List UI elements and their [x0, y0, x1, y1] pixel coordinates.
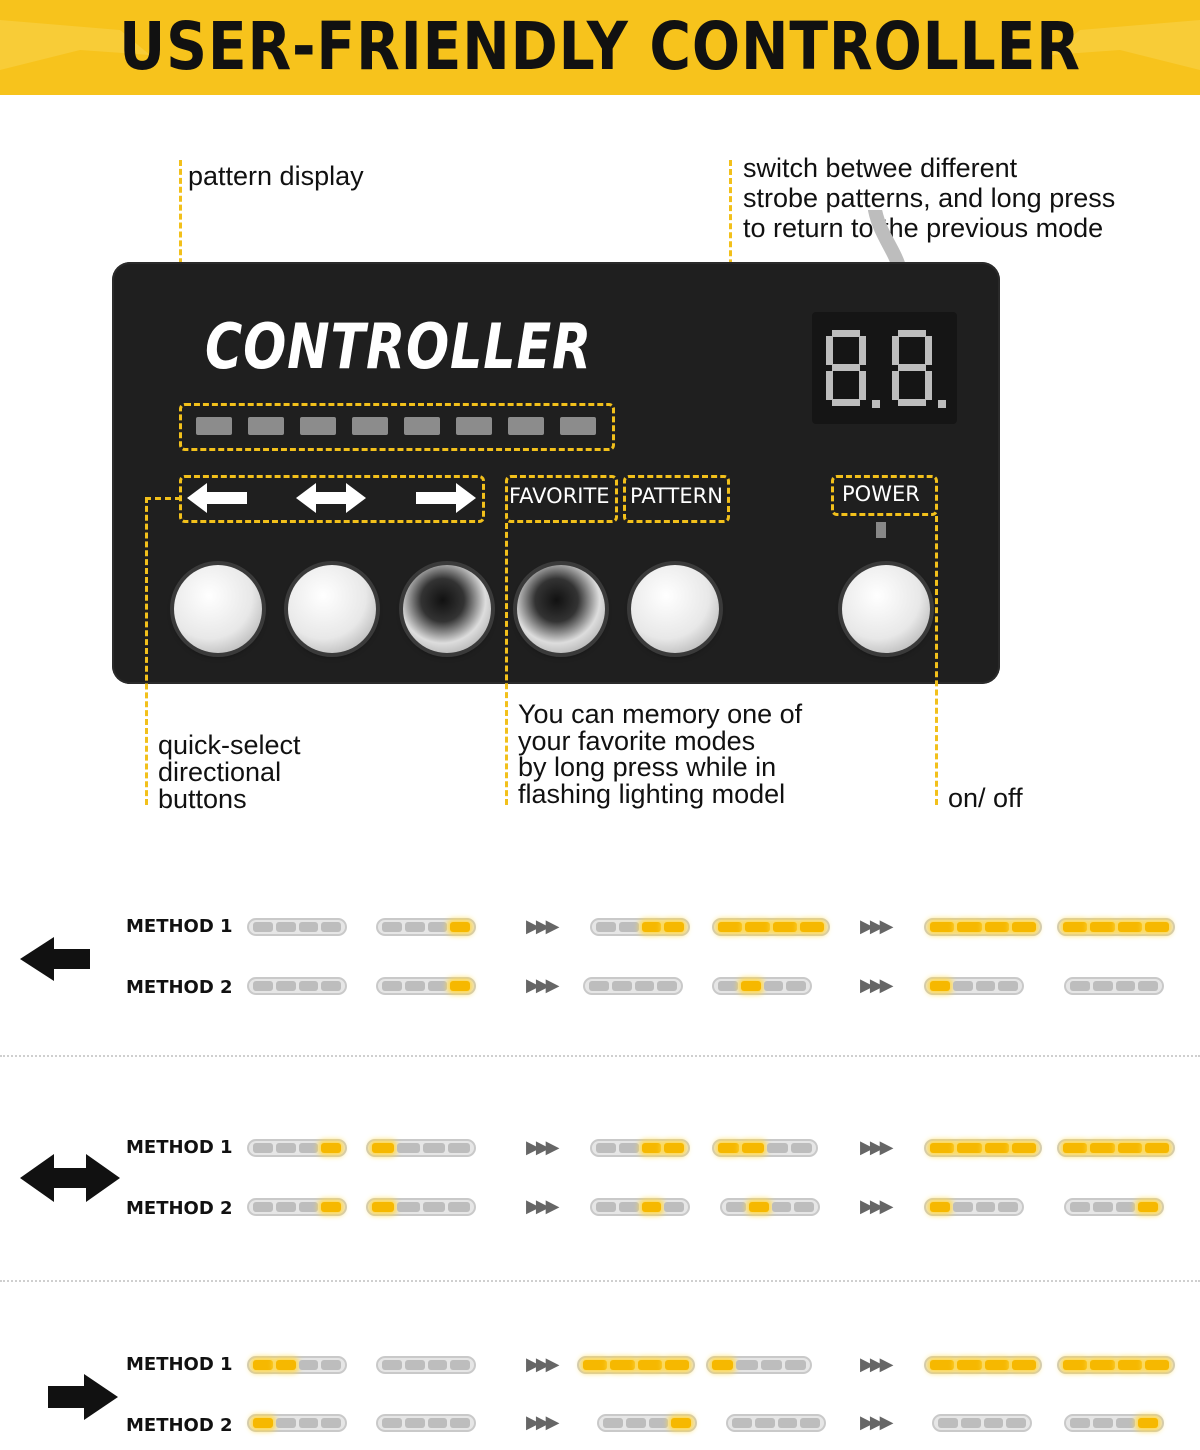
light-segment-off — [321, 981, 341, 991]
light-segment-on — [1063, 1360, 1087, 1370]
favorite-note-line3: by long press while in — [518, 752, 777, 782]
light-segment-off — [382, 1418, 402, 1428]
pattern-led — [404, 417, 440, 435]
light-segment-off — [1116, 1202, 1136, 1212]
light-segment-on — [1090, 1360, 1114, 1370]
light-segment-off — [448, 1202, 470, 1212]
arrow-both-icon — [18, 1152, 122, 1204]
light-segment-on — [664, 1143, 684, 1153]
light-bar — [924, 918, 1042, 936]
light-segment-on — [930, 1143, 954, 1153]
pattern-button[interactable] — [631, 565, 719, 653]
light-segment-off — [405, 981, 425, 991]
light-segment-on — [253, 1360, 273, 1370]
light-segment-off — [253, 1202, 273, 1212]
segment-digit — [824, 328, 868, 408]
light-segment-on — [1138, 1202, 1158, 1212]
light-segment-off — [603, 1418, 623, 1428]
light-segment-off — [405, 1360, 425, 1370]
sequence-arrow-icon: ▶▶▶ — [860, 916, 890, 937]
decimal-point — [872, 400, 880, 408]
light-bar — [376, 1356, 476, 1374]
light-segment-off — [276, 1143, 296, 1153]
light-segment-on — [1118, 1143, 1142, 1153]
favorite-note-line4: flashing lighting model — [518, 779, 786, 809]
light-segment-off — [423, 1143, 445, 1153]
light-bar — [376, 918, 476, 936]
light-segment-off — [299, 1202, 319, 1212]
light-segment-on — [1145, 922, 1169, 932]
sequence-arrow-icon: ▶▶▶ — [526, 1354, 556, 1375]
quick-select-leader-h — [145, 497, 181, 500]
pattern-display-label: pattern display — [188, 161, 364, 191]
light-bar — [726, 1414, 826, 1432]
power-note: on/ off — [948, 783, 1023, 813]
method-label: METHOD 2 — [126, 977, 233, 998]
pattern-led — [300, 417, 336, 435]
left-direction-button[interactable] — [174, 565, 262, 653]
light-segment-off — [976, 1202, 996, 1212]
sequence-arrow-icon: ▶▶▶ — [860, 1412, 890, 1433]
light-bar — [247, 1198, 347, 1216]
light-segment-on — [276, 1360, 296, 1370]
sequence-arrow-icon: ▶▶▶ — [860, 1354, 890, 1375]
light-bar — [376, 977, 476, 995]
light-bar — [1064, 1198, 1164, 1216]
light-segment-on — [450, 981, 470, 991]
quick-select-line3: buttons — [158, 784, 247, 814]
pattern-led — [248, 417, 284, 435]
light-segment-on — [450, 922, 470, 932]
light-segment-off — [772, 1202, 792, 1212]
light-segment-off — [589, 981, 609, 991]
light-segment-off — [998, 981, 1018, 991]
light-segment-off — [382, 981, 402, 991]
pattern-led — [456, 417, 492, 435]
light-segment-off — [767, 1143, 788, 1153]
light-bar — [597, 1414, 697, 1432]
light-segment-on — [583, 1360, 607, 1370]
light-segment-off — [718, 981, 738, 991]
pattern-led — [352, 417, 388, 435]
light-segment-on — [1063, 1143, 1087, 1153]
segment-digit — [890, 328, 934, 408]
light-segment-on — [671, 1418, 691, 1428]
decimal-point — [938, 400, 946, 408]
light-segment-off — [397, 1202, 419, 1212]
light-segment-on — [665, 1360, 689, 1370]
method-label: METHOD 1 — [126, 1354, 233, 1375]
light-bar — [924, 1356, 1042, 1374]
light-segment-off — [785, 1360, 806, 1370]
light-segment-off — [794, 1202, 814, 1212]
light-segment-off — [657, 981, 677, 991]
light-segment-on — [321, 1202, 341, 1212]
switch-note-line3: to return to the previous mode — [743, 213, 1104, 243]
light-segment-off — [1093, 1418, 1113, 1428]
light-segment-off — [253, 981, 273, 991]
light-segment-on — [372, 1143, 394, 1153]
light-bar — [247, 977, 347, 995]
light-segment-off — [791, 1143, 812, 1153]
light-segment-off — [732, 1418, 752, 1428]
light-segment-on — [1012, 1360, 1036, 1370]
light-segment-on — [253, 1418, 273, 1428]
light-segment-off — [953, 1202, 973, 1212]
page-title: USER-FRIENDLY CONTROLLER — [119, 8, 1081, 85]
light-segment-off — [397, 1143, 419, 1153]
method-label: METHOD 2 — [126, 1198, 233, 1219]
light-bar — [1057, 918, 1175, 936]
device-title: CONTROLLER — [205, 310, 593, 383]
light-segment-off — [448, 1143, 470, 1153]
light-segment-on — [1090, 922, 1114, 932]
light-segment-off — [984, 1418, 1004, 1428]
light-segment-off — [321, 922, 341, 932]
light-segment-off — [778, 1418, 798, 1428]
light-segment-off — [276, 1202, 296, 1212]
light-bar — [376, 1414, 476, 1432]
light-segment-off — [938, 1418, 958, 1428]
light-segment-on — [1118, 1360, 1142, 1370]
light-segment-on — [1138, 1418, 1158, 1428]
light-segment-off — [428, 1418, 448, 1428]
quick-select-line2: directional — [158, 757, 282, 787]
light-segment-on — [664, 922, 684, 932]
light-segment-off — [450, 1360, 470, 1370]
section-divider — [0, 1055, 1200, 1057]
arrow-right-icon — [46, 1372, 120, 1422]
favorite-note-line1: You can memory one of — [518, 699, 803, 729]
light-bar — [932, 1414, 1032, 1432]
light-segment-off — [761, 1360, 782, 1370]
pattern-led-row — [196, 417, 596, 435]
power-indicator-led — [876, 522, 886, 538]
favorite-note-line2: your favorite modes — [518, 726, 756, 756]
light-bar — [583, 977, 683, 995]
light-segment-off — [635, 981, 655, 991]
light-segment-off — [1093, 1202, 1113, 1212]
light-bar — [924, 1139, 1042, 1157]
switch-note-line2: strobe patterns, and long press — [743, 183, 1116, 213]
switch-note-line1: switch betwee different — [743, 153, 1018, 183]
sequence-arrow-icon: ▶▶▶ — [860, 1137, 890, 1158]
light-bar — [712, 977, 812, 995]
light-segment-on — [773, 922, 797, 932]
light-segment-off — [976, 981, 996, 991]
quick-select-leader — [145, 497, 148, 805]
light-segment-on — [1012, 1143, 1036, 1153]
light-segment-off — [612, 981, 632, 991]
arrow-both-icon — [294, 481, 368, 515]
light-segment-on — [957, 922, 981, 932]
light-segment-on — [372, 1202, 394, 1212]
light-segment-off — [1070, 981, 1090, 991]
light-segment-off — [299, 1143, 319, 1153]
light-segment-off — [998, 1202, 1018, 1212]
light-bar — [712, 1139, 818, 1157]
pattern-led — [196, 417, 232, 435]
light-bar — [590, 1198, 690, 1216]
light-segment-off — [961, 1418, 981, 1428]
pattern-label: PATTERN — [630, 484, 723, 508]
light-segment-on — [985, 1143, 1009, 1153]
both-direction-button[interactable] — [288, 565, 376, 653]
light-bar — [247, 1414, 347, 1432]
light-segment-off — [1138, 981, 1158, 991]
light-segment-on — [1063, 922, 1087, 932]
light-segment-off — [1116, 981, 1136, 991]
pattern-led — [560, 417, 596, 435]
light-segment-off — [450, 1418, 470, 1428]
light-segment-on — [321, 1143, 341, 1153]
light-segment-off — [276, 981, 296, 991]
arrow-left-icon — [18, 935, 92, 983]
light-segment-off — [596, 1143, 616, 1153]
light-bar — [706, 1356, 812, 1374]
light-segment-off — [596, 922, 616, 932]
light-segment-off — [382, 1360, 402, 1370]
light-segment-off — [755, 1418, 775, 1428]
light-segment-on — [957, 1143, 981, 1153]
light-bar — [1057, 1356, 1175, 1374]
light-segment-off — [736, 1360, 757, 1370]
light-segment-off — [726, 1202, 746, 1212]
light-bar — [590, 918, 690, 936]
sequence-arrow-icon: ▶▶▶ — [860, 975, 890, 996]
method-label: METHOD 1 — [126, 1137, 233, 1158]
light-bar — [577, 1356, 695, 1374]
power-label: POWER — [842, 482, 920, 506]
light-segment-off — [596, 1202, 616, 1212]
light-segment-on — [930, 1360, 954, 1370]
light-segment-on — [1012, 922, 1036, 932]
sequence-arrow-icon: ▶▶▶ — [526, 975, 556, 996]
light-bar — [247, 1139, 347, 1157]
light-bar — [924, 1198, 1024, 1216]
method-label: METHOD 2 — [126, 1415, 233, 1436]
sequence-arrow-icon: ▶▶▶ — [526, 916, 556, 937]
light-segment-on — [1118, 922, 1142, 932]
segment-display — [812, 312, 957, 424]
light-bar — [590, 1139, 690, 1157]
light-segment-on — [712, 1360, 733, 1370]
power-button[interactable] — [842, 565, 930, 653]
arrow-left-icon — [185, 481, 249, 515]
light-segment-off — [649, 1418, 669, 1428]
light-segment-off — [764, 981, 784, 991]
light-segment-off — [786, 981, 806, 991]
light-segment-off — [276, 1418, 296, 1428]
light-segment-off — [619, 1143, 639, 1153]
light-segment-off — [626, 1418, 646, 1428]
light-segment-off — [382, 922, 402, 932]
sequence-arrow-icon: ▶▶▶ — [526, 1196, 556, 1217]
light-segment-on — [1090, 1143, 1114, 1153]
light-segment-on — [642, 922, 662, 932]
light-segment-on — [638, 1360, 662, 1370]
light-segment-on — [930, 922, 954, 932]
light-segment-off — [619, 922, 639, 932]
light-segment-off — [428, 922, 448, 932]
light-segment-on — [741, 981, 761, 991]
light-segment-on — [930, 1202, 950, 1212]
favorite-button[interactable] — [517, 565, 605, 653]
light-segment-on — [642, 1202, 662, 1212]
quick-select-line1: quick-select — [158, 730, 301, 760]
sequence-arrow-icon: ▶▶▶ — [526, 1412, 556, 1433]
light-bar — [366, 1139, 476, 1157]
light-segment-off — [299, 922, 319, 932]
sequence-arrow-icon: ▶▶▶ — [526, 1137, 556, 1158]
method-label: METHOD 1 — [126, 916, 233, 937]
light-segment-off — [1116, 1418, 1136, 1428]
light-segment-off — [800, 1418, 820, 1428]
light-segment-off — [1070, 1202, 1090, 1212]
light-bar — [924, 977, 1024, 995]
light-segment-on — [985, 922, 1009, 932]
light-segment-off — [299, 1360, 319, 1370]
light-bar — [366, 1198, 476, 1216]
light-segment-off — [321, 1360, 341, 1370]
section-divider — [0, 1280, 1200, 1282]
light-segment-off — [428, 1360, 448, 1370]
light-segment-off — [1093, 981, 1113, 991]
sequence-arrow-icon: ▶▶▶ — [860, 1196, 890, 1217]
light-segment-on — [610, 1360, 634, 1370]
light-segment-off — [299, 981, 319, 991]
pattern-led — [508, 417, 544, 435]
power-leader — [935, 516, 938, 805]
light-segment-on — [800, 922, 824, 932]
right-direction-button[interactable] — [403, 565, 491, 653]
light-segment-off — [276, 922, 296, 932]
light-segment-off — [253, 922, 273, 932]
light-segment-off — [619, 1202, 639, 1212]
light-segment-on — [957, 1360, 981, 1370]
light-bar — [720, 1198, 820, 1216]
light-segment-on — [718, 1143, 739, 1153]
light-segment-off — [405, 1418, 425, 1428]
light-segment-on — [749, 1202, 769, 1212]
light-segment-off — [423, 1202, 445, 1212]
light-segment-off — [299, 1418, 319, 1428]
light-segment-on — [985, 1360, 1009, 1370]
light-segment-on — [742, 1143, 763, 1153]
light-segment-on — [718, 922, 742, 932]
light-segment-on — [745, 922, 769, 932]
light-segment-on — [642, 1143, 662, 1153]
light-bar — [1057, 1139, 1175, 1157]
light-segment-off — [953, 981, 973, 991]
light-segment-off — [253, 1143, 273, 1153]
light-segment-off — [664, 1202, 684, 1212]
light-segment-on — [930, 981, 950, 991]
light-bar — [247, 918, 347, 936]
light-segment-on — [1145, 1360, 1169, 1370]
light-segment-off — [321, 1418, 341, 1428]
light-bar — [1064, 977, 1164, 995]
arrow-right-icon — [414, 481, 478, 515]
light-segment-on — [1145, 1143, 1169, 1153]
light-segment-off — [1070, 1418, 1090, 1428]
cable — [855, 210, 915, 270]
favorite-leader — [505, 523, 508, 805]
light-segment-off — [428, 981, 448, 991]
favorite-label: FAVORITE — [509, 484, 610, 508]
light-bar — [712, 918, 830, 936]
light-segment-off — [405, 922, 425, 932]
light-bar — [1064, 1414, 1164, 1432]
light-segment-off — [1006, 1418, 1026, 1428]
light-bar — [247, 1356, 347, 1374]
